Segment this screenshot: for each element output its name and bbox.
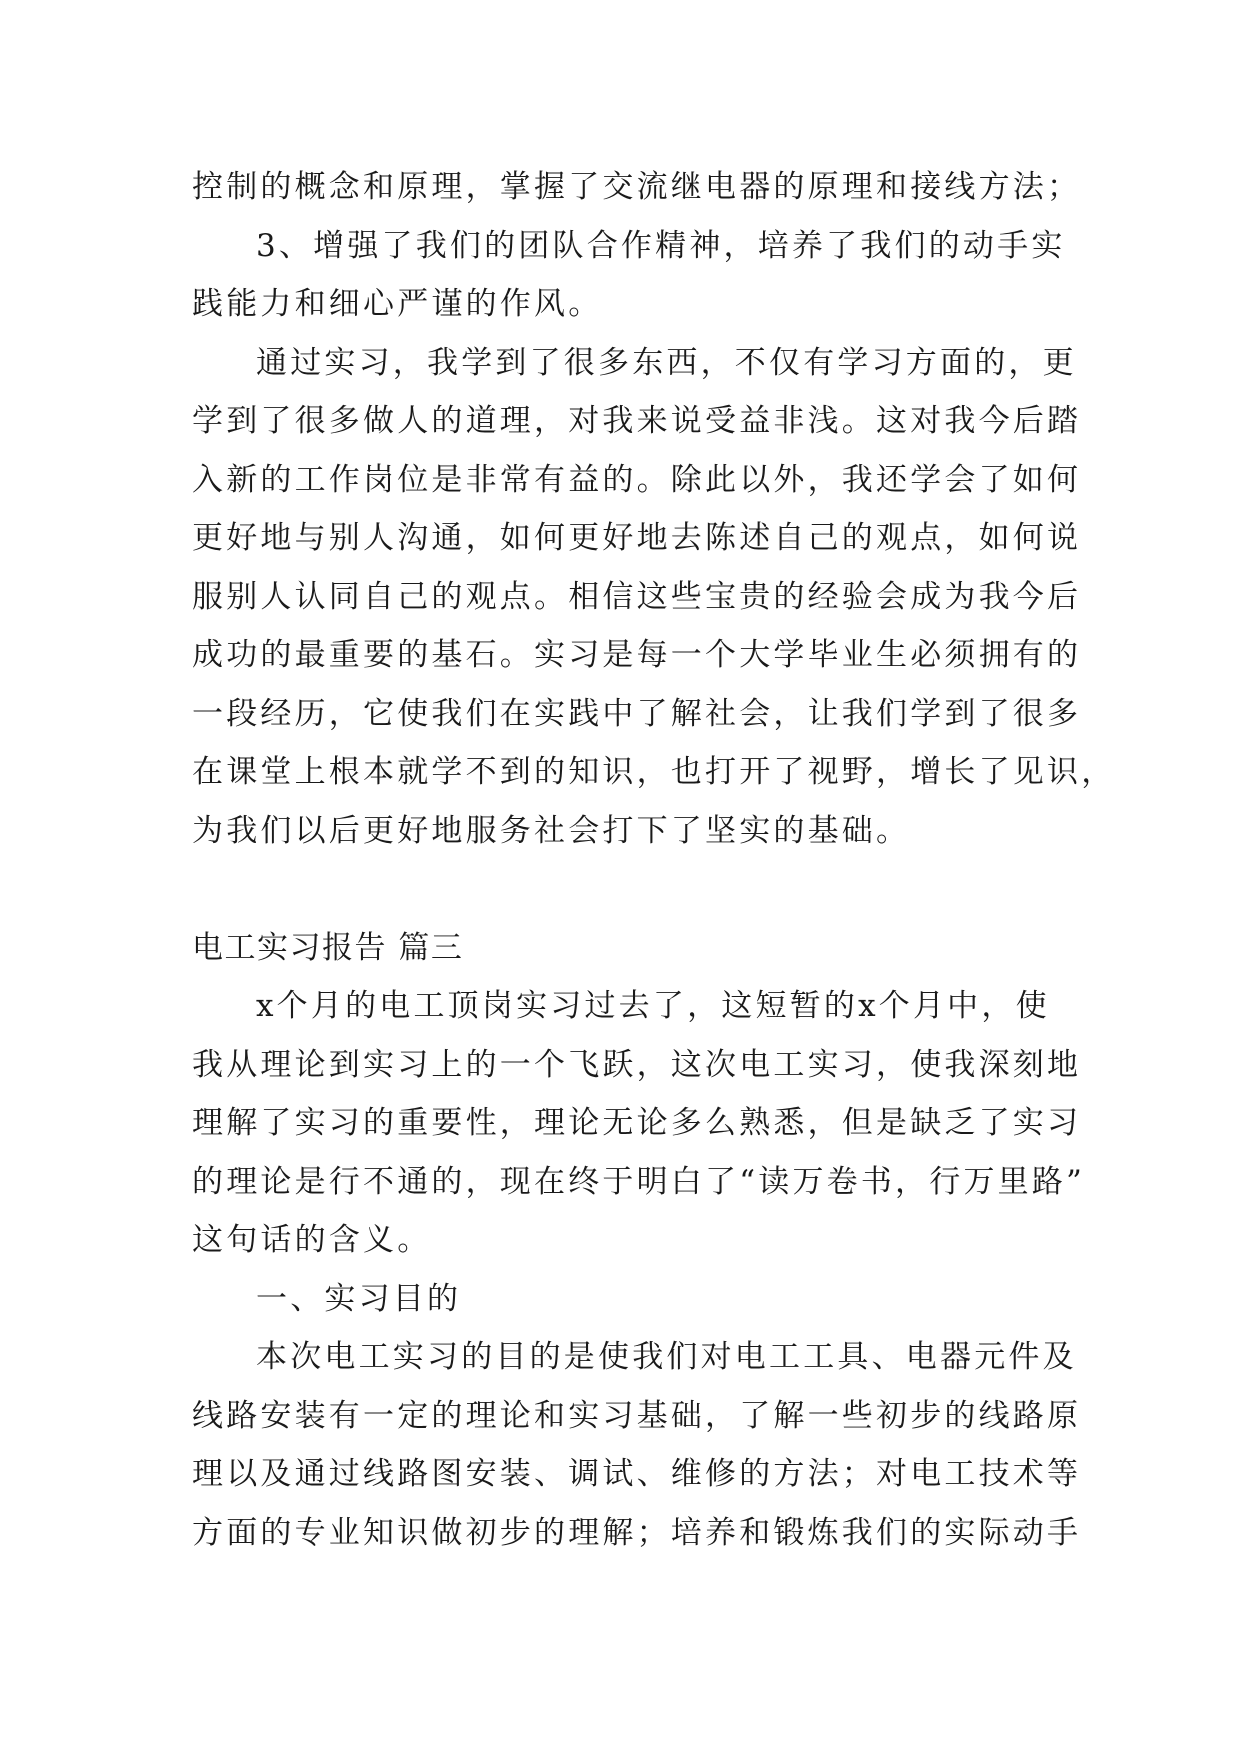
text-line: 3、增强了我们的团队合作精神，培养了我们的动手实 xyxy=(256,227,1066,264)
text-line: 学到了很多做人的道理，对我来说受益非浅。这对我今后踏 xyxy=(192,403,1082,439)
document-body xyxy=(192,158,1116,1562)
blank-line xyxy=(192,860,1052,919)
text-line: 本次电工实习的目的是使我们对电工工具、电器元件及 xyxy=(256,1339,1077,1375)
text-line: 的理论是行不通的，现在终于明白了“读万卷书，行万里路” xyxy=(192,1163,1086,1200)
text-line: 理以及通过线路图安装、调试、维修的方法；对电工技术等 xyxy=(192,1456,1082,1492)
text-line: 这句话的含义。 xyxy=(192,1222,432,1258)
text-line: 我从理论到实习上的一个飞跃，这次电工实习，使我深刻地 xyxy=(192,1046,1082,1083)
text-line: 一段经历，它使我们在实践中了解社会，让我们学到了很多 xyxy=(192,695,1082,732)
text-line: 践能力和细心严谨的作风。 xyxy=(192,286,603,322)
text-line: 理解了实习的重要性，理论无论多么熟悉，但是缺乏了实习 xyxy=(192,1105,1082,1141)
subsection-heading: 一、实习目的 xyxy=(256,1280,462,1317)
text-line: 服别人认同自己的观点。相信这些宝贵的经验会成为我今后 xyxy=(192,578,1082,615)
text-line: 控制的概念和原理，掌握了交流继电器的原理和接线方法； xyxy=(192,169,1082,205)
text-line: 通过实习，我学到了很多东西，不仅有学习方面的，更 xyxy=(256,344,1077,381)
text-line: 更好地与别人沟通，如何更好地去陈述自己的观点，如何说 xyxy=(192,520,1082,556)
text-line: 成功的最重要的基石。实习是每一个大学毕业生必须拥有的 xyxy=(192,637,1082,673)
text-line: 线路安装有一定的理论和实习基础，了解一些初步的线路原 xyxy=(192,1397,1082,1434)
text-line: x个月的电工顶岗实习过去了，这短暂的x个月中，使 xyxy=(256,988,1050,1024)
text-line: 方面的专业知识做初步的理解；培养和锻炼我们的实际动手 xyxy=(192,1514,1082,1551)
text-line: 在课堂上根本就学不到的知识，也打开了视野，增长了见识， xyxy=(192,754,1116,790)
text-line: 为我们以后更好地服务社会打下了坚实的基础。 xyxy=(192,812,911,849)
text-line: 入新的工作岗位是非常有益的。除此以外，我还学会了如何 xyxy=(192,461,1082,498)
section-heading: 电工实习报告 篇三 xyxy=(192,929,464,966)
